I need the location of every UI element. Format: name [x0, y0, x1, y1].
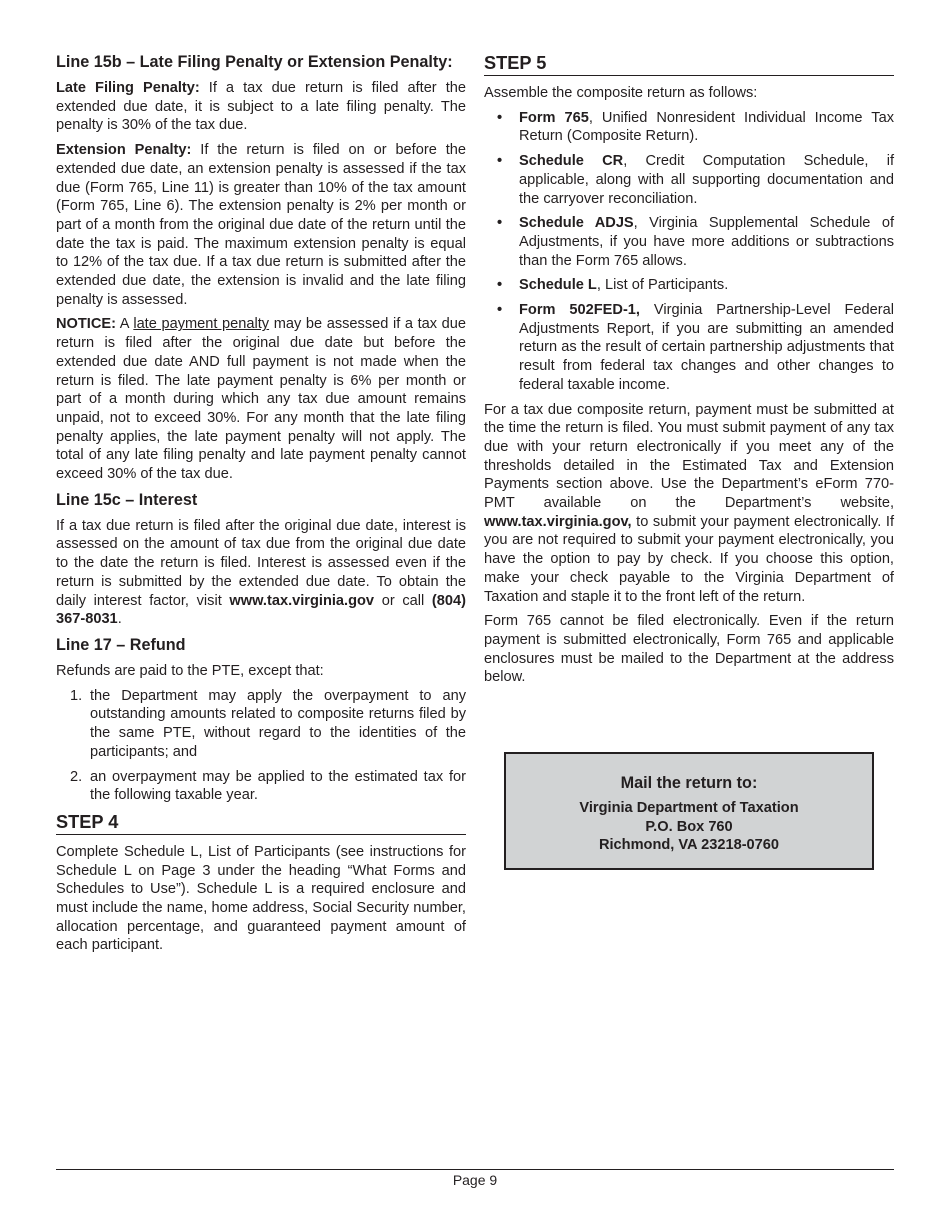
list-number: 2. — [70, 768, 83, 785]
payment-text-post: to submit your payment electronically. If you are not required to submit your payment electronically, you have the option to pay by check. If you choose this option, make your check payable to the Virginia Department of Taxation and staple it to the front left of the return. — [484, 513, 894, 605]
step5-intro: Assemble the composite return as follows: — [484, 85, 758, 101]
payment-text-pre: For a tax due composite return, payment must be submitted at the time the return is filed. You must submit payment of any tax due with your return electronically if you meet any of the thresholds detailed in the Estimated Tax and Extension Payments section above. Use the Department’s eForm 770-PMT available on the Department’s website, — [484, 401, 894, 512]
item-text: , Virginia Supplemental Schedule of Adjustments, if you have more additions or subtractions than the Form 765 allows. — [519, 215, 894, 269]
extension-label: Extension Penalty: — [56, 142, 192, 159]
line15c-heading: Line 15c – Interest — [56, 490, 198, 509]
page-number: Page 9 — [452, 1172, 498, 1188]
late-filing-text: If a tax due return is filed after the extended due date, it is subject to a late filing penalty. The penalty is 30% of the tax due. — [56, 80, 466, 134]
refund-intro: Refunds are paid to the PTE, except that: — [56, 662, 324, 679]
tax-website-link[interactable]: www.tax.virginia.gov — [229, 592, 375, 609]
bullet-icon: • — [497, 215, 503, 232]
item-title: Form 502FED-1, — [519, 302, 640, 319]
list-item — [56, 768, 466, 805]
interest-mid: or call — [374, 592, 432, 609]
list-item — [484, 276, 894, 295]
list-item — [484, 214, 894, 270]
notice-label: NOTICE: — [56, 316, 116, 333]
bullet-icon: • — [497, 109, 503, 126]
item-text: , List of Participants. — [596, 277, 729, 294]
list-item — [56, 687, 466, 762]
mail-line-department: Virginia Department of Taxation — [579, 800, 799, 816]
footer-divider — [56, 1169, 894, 1170]
step5-heading: STEP 5 — [484, 52, 894, 76]
list-item-text: an overpayment may be applied to the estimated tax for the following taxable year. — [90, 768, 466, 804]
item-title: Schedule CR — [519, 153, 624, 170]
interest-paragraph — [56, 517, 466, 629]
electronic-filing-paragraph: Form 765 cannot be filed electronically. Even if the return payment is submitted electronically, Form 765 and applicable enclosures must be mailed to the Department at the address below. — [484, 613, 894, 686]
list-number: 1. — [70, 687, 83, 704]
phone-number: (804) 367-8031 — [56, 592, 466, 628]
item-text: , Credit Computation Schedule, if applicable, along with all supporting documentation and the carryover reconciliation. — [519, 153, 895, 207]
mail-address-box — [504, 752, 874, 870]
item-title: Schedule L — [519, 277, 597, 294]
late-payment-penalty-term: late payment penalty — [133, 316, 270, 333]
payment-paragraph — [484, 401, 894, 607]
bullet-icon: • — [497, 302, 503, 319]
item-text: Virginia Partnership-Level Federal Adjustments Report, if you are submitting an amended return as the result of certain partnership adjustments that result from federal tax changes and other changes to federal taxable income. — [519, 302, 895, 393]
item-text: , Unified Nonresident Individual Income Tax Return (Composite Return). — [519, 109, 894, 145]
notice-text: may be assessed if a tax due return is filed after the original due date but before the extended due date AND full payment is not made when the return is filed. The late payment penalty is 6% per month or part of a month during which any tax due amount remains unpaid, not to exceed 30%. For any month that the late filing penalty applies, the late payment penalty will not apply. The total of any late filing penalty and late payment penalty cannot exceed 30% of the tax due. — [56, 316, 466, 483]
list-item — [484, 301, 894, 395]
late-filing-paragraph — [56, 79, 466, 135]
notice-pre: A — [116, 316, 134, 333]
refund-list — [56, 687, 466, 805]
step4-paragraph: Complete Schedule L, List of Participants (see instructions for Schedule L on Page 3 under the heading “What Forms and Schedules to Use”). Schedule L is a required enclosure and must include the name, home address, Social Security number, allocation percentage, and guaranteed payment amount of each participant. — [56, 843, 466, 954]
tax-website-link[interactable]: www.tax.virginia.gov, — [484, 513, 632, 530]
left-column — [56, 52, 466, 961]
interest-text: If a tax due return is filed after the original due date, interest is assessed on the amount of tax due from the original due date to the date the return is filed. Interest is assessed even if the return is submitted by the extended due date. To obtain the daily interest factor, visit — [56, 517, 466, 609]
list-item-text: the Department may apply the overpayment to any outstanding amounts related to composite returns filed by the same PTE, without regard to the identities of the participants; and — [90, 687, 466, 760]
line15b-heading: Line 15b – Late Filing Penalty or Extension Penalty: — [56, 53, 453, 71]
notice-paragraph — [56, 315, 466, 483]
list-item — [484, 109, 894, 146]
mail-line-po-box: P.O. Box 760 — [645, 818, 733, 835]
item-title: Form 765 — [519, 109, 589, 126]
interest-end: . — [117, 611, 122, 628]
item-title: Schedule ADJS — [519, 215, 634, 232]
extension-text: If the return is filed on or before the extended due date, an extension penalty is assessed if the tax due (Form 765, Line 11) is greater than 10% of the tax amount (Form 765, Line 6). The extension penalty is 2% per month or part of a month from the original due date of the return until the date the tax is paid. The maximum extension penalty is equal to 12% of the tax due. If a tax due return is submitted after the extended due date, the extension is invalid and the late filing penalty is assessed. — [56, 142, 466, 308]
mail-title: Mail the return to: — [620, 774, 758, 792]
bullet-icon: • — [497, 277, 503, 294]
step4-heading: STEP 4 — [56, 811, 466, 835]
assembly-list — [484, 109, 894, 395]
right-column — [484, 52, 894, 693]
bullet-icon: • — [497, 153, 503, 170]
extension-paragraph — [56, 141, 466, 309]
late-filing-label: Late Filing Penalty: — [56, 80, 200, 96]
list-item — [484, 152, 894, 208]
line17-heading: Line 17 – Refund — [56, 635, 186, 654]
mail-line-city: Richmond, VA 23218-0760 — [598, 837, 780, 854]
